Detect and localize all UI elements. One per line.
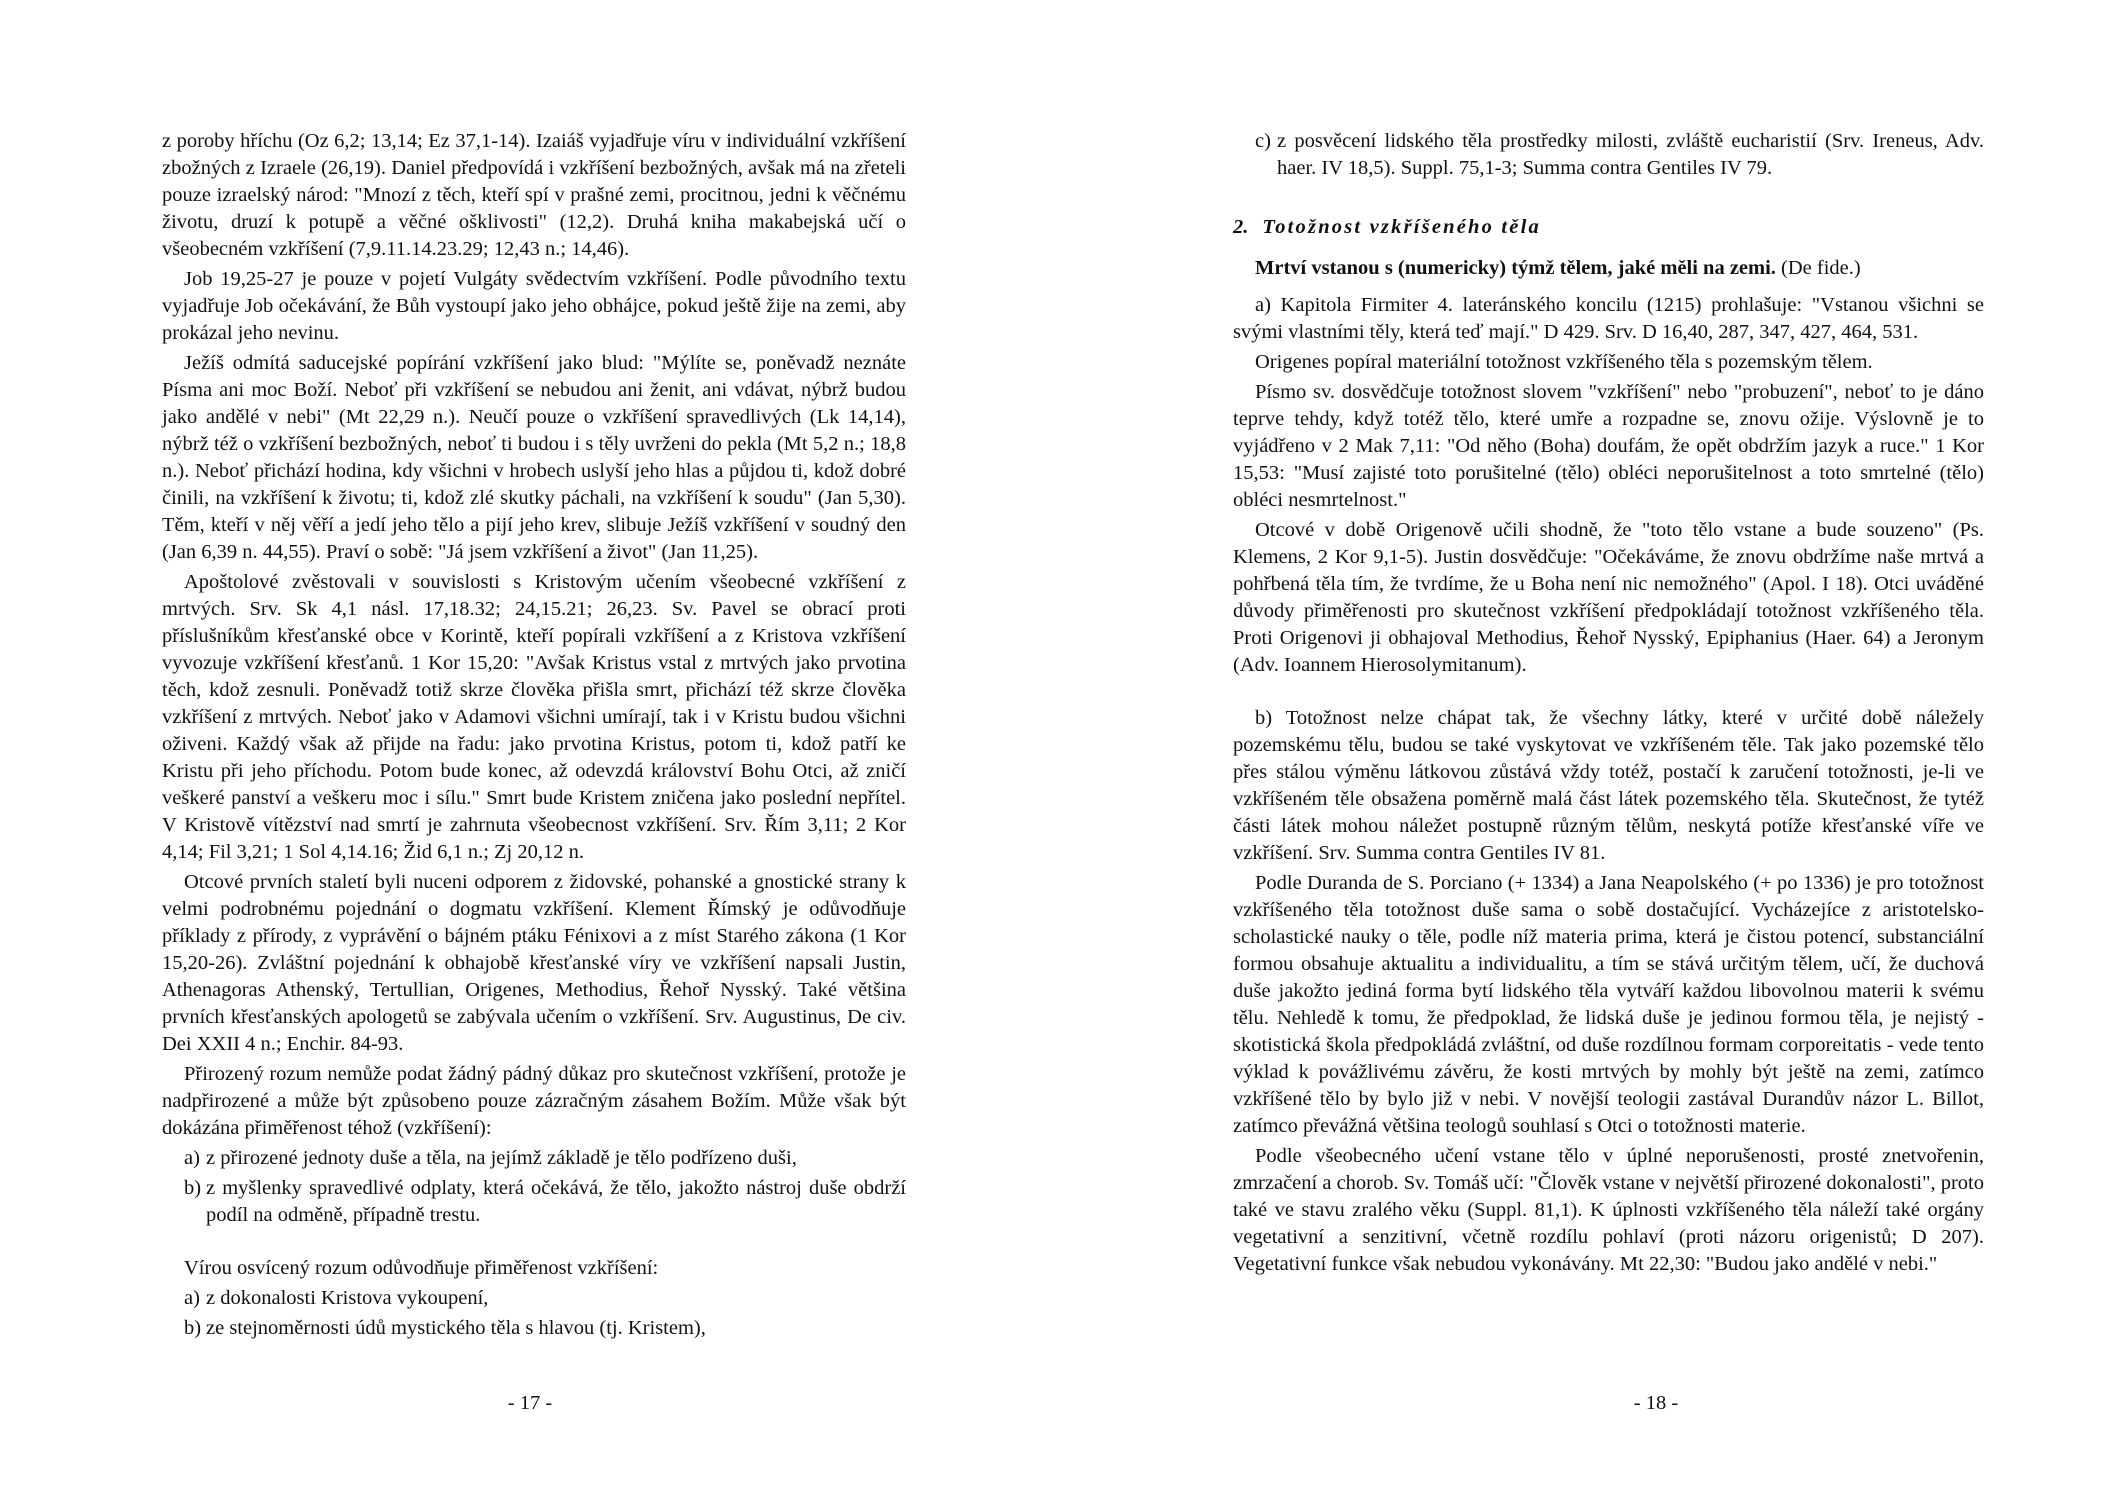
paragraph: Job 19,25-27 je pouze v pojetí Vulgáty svědectvím vzkříšení. Podle původního textu vyjadřuje Job očekávání, že Bůh vystoupí jako jeho obhájce, pokud ještě žije na zemi, aby prokázal jeho nevinu.	[162, 268, 906, 344]
list-item-text: z dokonalosti Kristova vykoupení,	[206, 1287, 489, 1309]
paragraph: Origenes popíral materiální totožnost vzkříšeného těla s pozemským tělem.	[1255, 351, 1873, 373]
thesis-qualification: (De fide.)	[1781, 257, 1861, 279]
list-marker: b)	[184, 1177, 202, 1199]
section-title: Totožnost vzkříšeného těla	[1262, 216, 1541, 238]
paragraph: Podle Duranda de S. Porciano (+ 1334) a Jana Neapolského (+ po 1336) je pro totožnost vzkříšeného těla totožnost duše sama o sobě dostačující. Vycházejíce z aristotelsko-scholastické nauky o těle, podle níž materia prima, která je čistou potencí, substanciální formou obsahuje aktualitu a individualitu, a tím se stává určitým tělem, učí, že duchová duše jakožto jediná forma bytí lidského těla vytváří každou libovolnou materii k svému tělu. Nehledě k tomu, že předpoklad, že lidská duše je jedinou formou těla, je nejistý - skotistická škola předpokládá zvláštní, od duše rozdílnou formam corporeitatis - vede tento výklad k povážlivému závěru, že kosti mrtvých by mohly být ještě na zemi, zatímco vzkříšené tělo by bylo již v nebi. V novější teologii zastával Durandův názor L. Billot, zatímco převážná většina teologů souhlasí s Otci o totožnosti materie.	[1233, 872, 1984, 1137]
paragraph: Ježíš odmítá saducejské popírání vzkříšení jako blud: "Mýlíte se, poněvadž neznáte Písma ani moc Boží. Neboť při vzkříšení se nebudou ani ženit, ani vdávat, nýbrž budou jako andělé v nebi" (Mt 22,29 n.). Neučí pouze o vzkříšení spravedlivých (Lk 14,14), nýbrž též o vzkříšení bezbožných, neboť ti budou i s těly uvrženi do pekla (Mt 5,2 n.; 18,8 n.). Neboť přichází hodina, kdy všichni v hrobech uslyší jeho hlas a půjdou ti, kdož dobré činili, na vzkříšení k životu; ti, kdož zlé skutky páchali, na vzkříšení k soudu" (Jan 5,30). Těm, kteří v něj věří a jedí jeho tělo a pijí jeho krev, slibuje Ježíš vzkříšení v soudný den (Jan 6,39 n. 44,55). Praví o sobě: "Já jsem vzkříšení a život" (Jan 11,25).	[162, 352, 906, 563]
paragraph: Otcové v době Origenově učili shodně, že "toto tělo vstane a bude souzeno" (Ps. Klemens, 2 Kor 9,1-5). Justin dosvědčuje: "Očekáváme, že znovu obdržíme naše mrtvá a pohřbená těla tím, že tvrdíme, že u Boha není nic nemožného" (Apol. I 18). Otci uváděné důvody přiměřenosti pro skutečnost vzkříšení předpokládají totožnost vzkříšeného těla. Proti Origenovi ji obhajoval Methodius, Řehoř Nysský, Epiphanius (Haer. 64) a Jeronym (Adv. Ioannem Hierosolymitanum).	[1233, 519, 1984, 676]
page-number: - 18 -	[1633, 1392, 1679, 1414]
paragraph: Apoštolové zvěstovali v souvislosti s Kristovým učením všeobecné vzkříšení z mrtvých. Srv. Sk 4,1 násl. 17,18.32; 24,15.21; 26,23. Sv. Pavel se obrací proti příslušníkům křesťanské obce v Korintě, kteří popírali vzkříšení a z Kristova vzkříšení vyvozuje vzkříšení křesťanů. 1 Kor 15,20: "Avšak Kristus vstal z mrtvých jako prvotina těch, kdož zesnuli. Poněvadž totiž skrze člověka přišla smrt, přichází též skrze člověka vzkříšení z mrtvých. Neboť jako v Adamovi všichni umírají, tak i v Kristu budou všichni oživeni. Každý však až přijde na řadu: jako prvotina Kristus, potom ti, kdož patří ke Kristu při jeho příchodu. Potom bude konec, až odevzdá království Bohu Otci, až zničí veškeré panství a veškeru moc i sílu." Smrt bude Kristem zničena jako poslední nepřítel. V Kristově vítězství nad smrtí je zahrnuta všeobecnost vzkříšení. Srv. Řím 3,11; 2 Kor 4,14; Fil 3,21; 1 Sol 4,14.16; Žid 6,1 n.; Zj 20,12 n.	[162, 571, 906, 863]
list-marker: a)	[184, 1147, 200, 1169]
paragraph: z poroby hříchu (Oz 6,2; 13,14; Ez 37,1-14). Izaiáš vyjadřuje víru v individuální vzkříšení zbožných z Izraele (26,19). Daniel předpovídá i vzkříšení bezbožných, avšak má na zřeteli pouze izraelský národ: "Mnozí z těch, kteří spí v prašné zemi, procitnou, jedni k věčnému životu, druzí k potupě a věčné ošklivosti" (12,2). Druhá kniha makabejská učí o všeobecném vzkříšení (7,9.11.14.23.29; 12,43 n.; 14,46).	[162, 130, 906, 260]
paragraph: Otcové prvních staletí byli nuceni odporem z židovské, pohanské a gnostické strany k velmi podrobnému pojednání o dogmatu vzkříšení. Klement Římský je odůvodňuje příklady z přírody, z vyprávění o bájném ptáku Fénixovi a z míst Starého zákona (1 Kor 15,20-26). Zvláštní pojednání k obhajobě křesťanské víry ve vzkříšení napsali Justin, Athenagoras Athenský, Tertullian, Origenes, Methodius, Řehoř Nysský. Také většina prvních křesťanských apologetů se zabývala učením o vzkříšení. Srv. Augustinus, De civ. Dei XXII 4 n.; Enchir. 84-93.	[162, 871, 906, 1055]
list-item	[162, 1315, 906, 1342]
list-item-text: z posvěcení lidského těla prostředky milosti, zvláště eucharistií (Srv. Ireneus, Adv. haer. IV 18,5). Suppl. 75,1-3; Summa contra Gentiles IV 79.	[1277, 130, 1984, 179]
paragraph: Vírou osvícený rozum odůvodňuje přiměřenost vzkříšení:	[184, 1257, 659, 1279]
section-number: 2.	[1233, 216, 1249, 238]
list-item-text: ze stejnoměrnosti údů mystického těla s hlavou (tj. Kristem),	[206, 1317, 706, 1339]
thesis-statement: Mrtví vstanou s (numericky) týmž tělem, jaké měli na zemi.	[1255, 257, 1776, 279]
list-item	[1233, 128, 1984, 182]
list-marker: b)	[184, 1317, 202, 1339]
list-item-text: z myšlenky spravedlivé odplaty, která očekává, že tělo, jakožto nástroj duše obdrží podíl na odměně, případně trestu.	[206, 1177, 906, 1226]
list-marker: c)	[1255, 130, 1271, 152]
paragraph: b) Totožnost nelze chápat tak, že všechny látky, které v určité době náležely pozemskému tělu, budou se také vyskytovat ve vzkříšeném těle. Tak jako pozemské tělo přes stálou výměnu látkovou zůstává vždy totéž, postačí k zaručení totožnosti, je-li ve vzkříšeném těle obsažena poměrně malá část látek pozemského těla. Skutečnost, že tytéž části látek mohou náležet postupně různým tělům, neskytá potíže křesťanské víře ve vzkříšení. Srv. Summa contra Gentiles IV 81.	[1233, 707, 1984, 864]
list-item	[162, 1175, 906, 1229]
paragraph: Podle všeobecného učení vstane tělo v úplné neporušenosti, prosté znetvořenin, zmrzačení a chorob. Sv. Tomáš učí: "Člověk vstane v největší přirozené dokonalosti", proto také ve stavu zralého věku (Suppl. 81,1). K úplnosti vzkříšeného těla náleží také orgány vegetativní a senzitivní, včetně rozdílu pohlaví (proti názoru origenistů; D 207). Vegetativní funkce však nebudou vykonávány. Mt 22,30: "Budou jako andělé v nebi."	[1233, 1145, 1984, 1275]
list-marker: a)	[184, 1287, 200, 1309]
left-page-text	[162, 128, 906, 1345]
right-page	[1061, 0, 2122, 1501]
paragraph: Písmo sv. dosvědčuje totožnost slovem "vzkříšení" nebo "probuzení", neboť to je dáno teprve tehdy, když totéž tělo, které umře a rozpadne se, znovu ožije. Výslovně je to vyjádřeno v 2 Mak 7,11: "Od něho (Boha) doufám, že opět obdržím jazyk a ruce." 1 Kor 15,53: "Musí zajisté toto porušitelné (tělo) obléci neporušitelnost a toto smrtelné (tělo) obléci nesmrtelnost."	[1233, 381, 1984, 511]
list-item-text: z přirozené jednoty duše a těla, na jejímž základě je tělo podřízeno duši,	[206, 1147, 797, 1169]
right-page-text	[1233, 128, 1984, 1281]
list-item	[162, 1285, 906, 1312]
paragraph: Přirozený rozum nemůže podat žádný pádný důkaz pro skutečnost vzkříšení, protože je nadpřirozené a může být způsobeno pouze zázračným zásahem Božím. Může však být dokázána přiměřenost téhož (vzkříšení):	[162, 1063, 906, 1139]
page-number: - 17 -	[507, 1392, 553, 1414]
thesis	[1233, 255, 1984, 282]
section-heading	[1233, 214, 1984, 241]
paragraph: a) Kapitola Firmiter 4. lateránského koncilu (1215) prohlašuje: "Vstanou všichni se svými vlastními těly, která teď mají." D 429. Srv. D 16,40, 287, 347, 427, 464, 531.	[1233, 294, 1984, 343]
list-item	[162, 1145, 906, 1172]
